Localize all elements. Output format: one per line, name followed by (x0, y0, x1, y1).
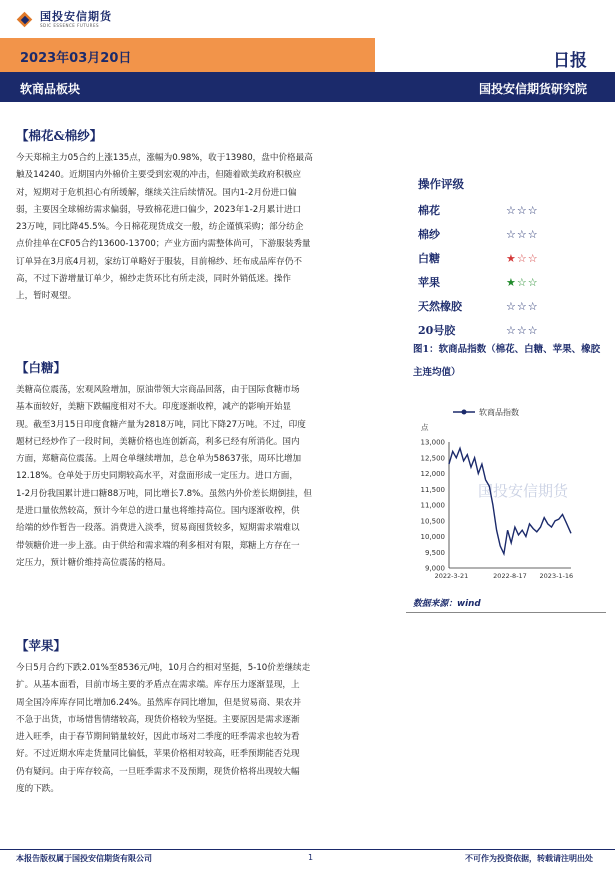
rating-row (418, 270, 598, 294)
paragraph-line: 上，暂时观望。 (16, 291, 77, 302)
empty-star-icon: ☆ (527, 299, 539, 313)
y-tick-label: 12,000 (420, 470, 445, 478)
paragraph-line: 给端的炒作暂告一段落。消费进入淡季，贸易商囤货较多，短期需求端难以 (16, 523, 300, 534)
y-tick-label: 10,000 (420, 533, 445, 541)
empty-star-icon: ☆ (516, 203, 528, 217)
footer-divider (0, 849, 615, 850)
empty-star-icon: ☆ (506, 323, 517, 337)
y-tick-label: 10,500 (420, 517, 445, 526)
logo-mark-icon (14, 10, 36, 30)
source-divider (406, 612, 606, 613)
empty-star-icon: ☆ (516, 227, 528, 241)
paragraph-line: 美糖高位震荡，宏观风险增加，原油带领大宗商品回落，由于国际食糖市场 (16, 385, 300, 395)
rating-name: 白糖 (418, 252, 440, 265)
x-tick-label: 2022-8-17 (493, 572, 527, 580)
rating-stars (506, 204, 539, 217)
section-band (0, 72, 615, 102)
empty-star-icon: ☆ (527, 251, 539, 265)
paragraph-line: 是进口量依然较高，预计今年总的进口量也将维持高位。国内逐渐收榨，供 (16, 506, 300, 517)
rating-stars (506, 300, 539, 313)
paragraph-line: 扩。从基本面看，目前市场主要的矛盾点在需求端。库存压力逐渐显现，上 (16, 680, 300, 691)
empty-star-icon: ☆ (527, 203, 539, 217)
x-tick-label: 2023-1-16 (539, 572, 574, 580)
paragraph-line: 进入旺季，由于春节期间销量较好，因此市场对二季度的旺季需求也较为看 (16, 732, 300, 743)
rating-name: 苹果 (418, 276, 440, 289)
data-source: 数据来源：wind (413, 599, 481, 609)
watermark: 国投安信期货 (477, 482, 569, 500)
footer-disclaimer: 不可作为投资依据，转载请注明出处 (465, 854, 593, 863)
rating-row (418, 246, 598, 270)
rating-panel (418, 176, 598, 342)
cotton-title: 【棉花&棉纱】 (16, 128, 103, 143)
paragraph-line: 定压力，预计糖价维持高位震荡的格局。 (16, 557, 171, 568)
empty-star-icon: ☆ (516, 275, 528, 289)
rating-title: 操作评级 (418, 177, 464, 191)
rating-stars (506, 252, 539, 265)
section-name: 软商品板块 (20, 82, 81, 96)
empty-star-icon: ☆ (527, 323, 539, 337)
paragraph-line: 带领糖价进一步上涨。由于供给和需求端的利多相对有限，郑糖上方存在一 (16, 540, 300, 551)
legend-marker (462, 410, 467, 415)
rating-name: 天然橡胶 (418, 300, 462, 313)
empty-star-icon: ☆ (506, 227, 517, 241)
paragraph-line: 题材已经炒作了一段时间，美糖价格也连创新高，利多已经有所消化。国内 (16, 436, 300, 447)
paragraph-line: 触及14240。近期国内外棉价主要受到宏观的冲击，但随着欧美政府积极应 (16, 170, 302, 181)
cotton-paragraph (16, 150, 396, 306)
rating-row (418, 198, 598, 222)
rating-row (418, 222, 598, 246)
y-tick-label: 13,000 (420, 438, 445, 447)
rating-stars (506, 276, 539, 289)
filled-star-icon: ★ (506, 251, 517, 265)
y-tick-label: 9,000 (424, 564, 445, 573)
institute-name: 国投安信期货研究院 (478, 82, 587, 96)
paragraph-line: 好。不过近期水库走货量同比偏低，苹果价格相对较高，旺季预期能否兑现 (16, 749, 300, 760)
paragraph-line: 度的下跌。 (16, 784, 59, 795)
paragraph-line: 不急于出货，市场惜售情绪较高，现货价格较为坚挺。主要原因是需求逐渐 (16, 714, 300, 725)
paragraph-line: 今天郑棉主力05合约上涨135点，涨幅为0.98%，收于13980，盘中价格最高 (16, 153, 313, 163)
rating-stars (506, 228, 539, 241)
paragraph-line: 仍有疑问。由于库存较高，一旦旺季需求不及预期，现货价格将出现较大幅 (16, 766, 300, 777)
filled-star-icon: ★ (506, 275, 517, 289)
sugar-title: 【白糖】 (16, 360, 67, 375)
x-tick-label: 2022-3-21 (434, 572, 469, 580)
figure-caption: 图1：软商品指数（棉花、白糖、苹果、橡胶主连均值） (413, 344, 601, 378)
series-line-soft-commodity-index (449, 448, 571, 554)
paragraph-line: 订单异在3月底4月初，家纺订单略好于服装，目前棉纱、坯布成品库存仍不 (16, 256, 302, 267)
paragraph-line: 1-2月份我国累计进口糖88万吨，同比增长7.8%。虽然内外价差长期倒挂，但 (16, 488, 313, 499)
empty-star-icon: ☆ (527, 227, 539, 241)
y-tick-label: 12,500 (420, 454, 445, 463)
paragraph-line: 12.18%。仓单处于历史同期较高水平，对盘面形成一定压力。进口方面， (16, 471, 298, 482)
rating-row (418, 294, 598, 318)
logo-text-cn: 国投安信期货 (40, 10, 112, 23)
paragraph-line: 方面，郑糖高位震荡。上周仓单继续增加，总仓单为58637张，周环比增加 (16, 454, 302, 465)
report-date: 2023年03月20日 (20, 51, 132, 66)
paragraph-line: 对，短期对于危机担心有所缓解，继续关注后续情况。国内1-2月份进口偏 (16, 187, 297, 198)
paragraph-line: 今日5月合约下跌2.01%至8536元/吨，10月合约相对坚挺，5-10价差继续走 (16, 663, 311, 673)
y-tick-label: 11,000 (420, 501, 445, 510)
soft-commodity-index-chart (413, 398, 603, 588)
report-type: 日报 (553, 51, 587, 71)
rating-stars (506, 324, 539, 337)
date-band (0, 38, 375, 72)
page-number: 1 (308, 853, 314, 862)
apple-title: 【苹果】 (16, 638, 67, 653)
paragraph-line: 现。截至3月15日印度食糖产量为2818万吨，同比下降27万吨。不过，印度 (16, 419, 306, 430)
company-logo (14, 10, 112, 30)
paragraph-line: 高，不过下游增量订单少，棉纱走货环比有所走淡，同时外销低迷。操作 (16, 274, 292, 285)
footer-copyright: 本报告版权属于国投安信期货有限公司 (16, 854, 152, 863)
empty-star-icon: ☆ (516, 299, 528, 313)
empty-star-icon: ☆ (506, 203, 517, 217)
paragraph-line: 点价挂单在CF05合约13600-13700；产业方面内需整体尚可，下游服装秀量 (16, 239, 311, 250)
empty-star-icon: ☆ (506, 299, 517, 313)
y-tick-label: 11,500 (420, 485, 445, 494)
legend-label: 软商品指数 (479, 408, 519, 417)
logo-text-en: SDIC ESSENCE FUTURES (40, 23, 100, 28)
paragraph-line: 周全国冷库库存同比增加6.24%。虽然库存同比增加，但是贸易商、果农并 (16, 697, 302, 708)
empty-star-icon: ☆ (527, 275, 539, 289)
empty-star-icon: ☆ (516, 323, 528, 337)
paragraph-line: 弱，主要因全球棉纺需求偏弱，导致棉花进口偏少，2023年1-2月累计进口 (16, 204, 302, 215)
rating-name: 20号胶 (418, 324, 456, 337)
rating-name: 棉纱 (418, 228, 440, 241)
rating-name: 棉花 (418, 204, 440, 217)
apple-paragraph (16, 660, 396, 798)
sugar-paragraph (16, 382, 396, 572)
paragraph-line: 23万吨，同比降45.5%。今日棉花现货成交一般，纺企谨慎采购；部分纺企 (16, 222, 304, 233)
y-tick-label: 9,500 (424, 548, 445, 557)
y-axis-unit: 点 (421, 423, 429, 432)
empty-star-icon: ☆ (516, 251, 528, 265)
paragraph-line: 基本面较好，美糖下跌幅度相对不大。印度逐渐收榨，减产的影响开始显 (16, 402, 292, 413)
